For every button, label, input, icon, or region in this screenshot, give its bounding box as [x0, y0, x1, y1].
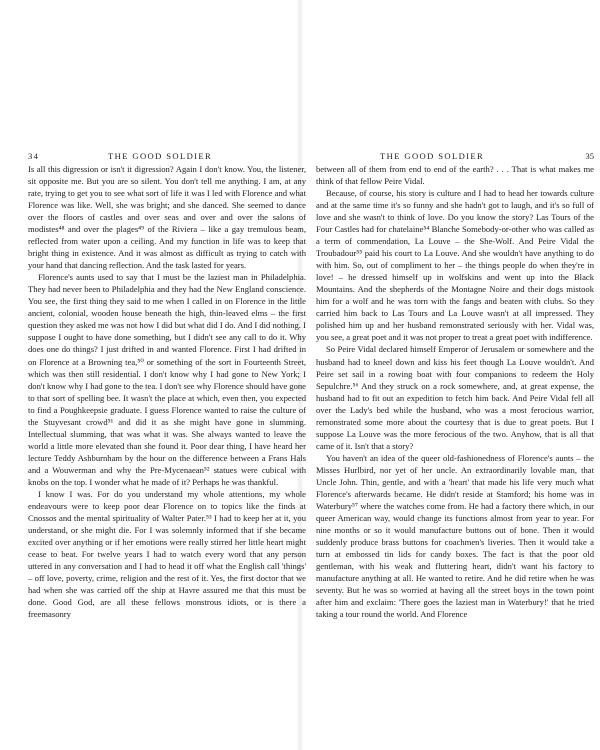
running-head-title: THE GOOD SOLDIER	[108, 151, 213, 161]
paragraph: Is all this digression or isn't it digression? Again I don't know. You, the listener, sit opposite me. But you are so silent. You don't tell me anything. I am, at any rate, trying to get you to see what sort of life it was I led with Florence and what Florence was like. Well, she was bright; and she danced. She seemed to dance over the floors of castles and over seas and over and over the salons of modistes⁴⁸ and over the plages⁴⁹ of the Riviera – like a gay tremulous beam, reflected from water upon a ceiling. And my function in life was to keep that bright thing in existence. And it was almost as difficult as trying to catch with your hand that dancing reflection. And the task lasted for years.	[28, 164, 306, 271]
paragraph: You haven't an idea of the queer old-fashionedness of Florence's aunts – the Misses Hurlbird, nor yet of her uncle. An extraordinarily lovable man, that Uncle John. Thin, gentle, and with a 'heart' that made his life very much what Florence's afterwards became. He didn't reside at Stamford; his home was in Waterbury⁵⁷ where the watches come from. He had a factory there which, in our queer American way, would change its functions almost from year to year. For nine months or so it would manufacture buttons out of bone. Then it would suddenly produce brass buttons for coachmen's liveries. Then it would take a turn at embossed tin lids for candy boxes. The fact is that the poor old gentleman, with his weak and fluttering heart, didn't want his factory to manufacture anything at all. He wanted to retire. And he did retire when he was seventy. But he was so worried at having all the street boys in the town point after him and exclaim: 'There goes the laziest man in Waterbury!' that he tried taking a tour round the world. And Florence	[316, 452, 594, 620]
running-head	[28, 150, 306, 162]
right-page	[316, 150, 594, 620]
paragraph: So Peire Vidal declared himself Emperor of Jerusalem or somewhere and the husband had to kneel down and kiss his feet though La Louve wouldn't. And Peire set sail in a rowing boat with four companions to redeem the Holy Sepulchre.⁵⁶ And they struck on a rock somewhere, and, at great expense, the husband had to fit out an expedition to fetch him back. And Peire Vidal fell all over the Lady's bed while the husband, who was a most ferocious warrior, remonstrated some more about the courtesy that is due to great poets. But I suppose La Louve was the more ferocious of the two. Anyhow, that is all that came of it. Isn't that a story?	[316, 344, 594, 451]
running-head-title: THE GOOD SOLDIER	[380, 151, 485, 161]
left-page	[28, 150, 306, 620]
paragraph: Florence's aunts used to say that I must be the laziest man in Philadelphia. They had never been to Philadelphia and they had the New England conscience. You see, the first thing they said to me when I called in on Florence in the little ancient, colonial, wooden house beneath the high, thin-leaved elms – the first question they asked me was not how I did but what did I do. And I did nothing. I suppose I ought to have done something, but I didn't see any call to do it. Why does one do things? I just drifted in and wanted Florence. First I had drifted in on Florence at a Browning tea,⁵⁰ or something of the sort in Fourteenth Street, which was then still residential. I don't know why I had gone to New York; I don't know why I had gone to the tea. I don't see why Florence should have gone to that sort of spelling bee. It wasn't the place at which, even then, you expected to find a Poughkeepsie graduate. I guess Florence wanted to raise the culture of the Stuyvesant crowd⁵¹ and did it as she might have gone in slumming. Intellectual slumming, that was what it was. She always wanted to leave the world a little more elevated than she found it. Poor dear thing, I have heard her lecture Teddy Ashburnham by the hour on the difference between a Frans Hals and a Wouwerman and why the Pre-Mycenaean⁵² statues were cubical with knobs on the top. I wonder what he made of it? Perhaps he was thankful.	[28, 272, 306, 487]
paragraph: I know I was. For do you understand my whole attentions, my whole endeavours were to keep poor dear Florence on to topics like the finds at Cnossos and the mental spirituality of Walter Pater.⁵³ I had to keep her at it, you understand, or she might die. For I was solemnly informed that if she became excited over anything or if her emotions were really stirred her little heart might cease to beat. For twelve years I had to watch every word that any person uttered in any conversation and I had to head it off what the English call 'things' – off love, poverty, crime, religion and the rest of it. Yes, the first doctor that we had when she was carried off the ship at Havre assured me that this must be done. Good God, are all these fellows monstrous idiots, or is there a freemasonry	[28, 488, 306, 620]
running-head	[316, 150, 594, 162]
page-number: 34	[28, 151, 40, 161]
paragraph: between all of them from end to end of the earth? . . . That is what makes me think of that fellow Peire Vidal.	[316, 164, 594, 187]
paragraph: Because, of course, his story is culture and I had to head her towards culture and at the same time it's so funny and she hadn't got to laugh, and it's so full of love and she wasn't to think of love. Do you know the story? Las Tours of the Four Castles had for chatelaine⁵⁴ Blanche Somebody-or-other who was called as a term of commendation, La Louve – the She-Wolf. And Peire Vidal the Troubadour⁵⁵ paid his court to La Louve. And she wouldn't have anything to do with him. So, out of compliment to her – the things people do when they're in love! – he dressed himself up in wolfskins and went up into the Black Mountains. And the shepherds of the Montagne Noire and their dogs mistook him for a wolf and he was torn with the fangs and beaten with clubs. So they carried him back to Las Tours and La Louve wasn't at all impressed. They polished him up and her husband remonstrated seriously with her. Vidal was, you see, a great poet and it was not proper to treat a great poet with indifference.	[316, 188, 594, 343]
page-number: 35	[585, 151, 594, 161]
